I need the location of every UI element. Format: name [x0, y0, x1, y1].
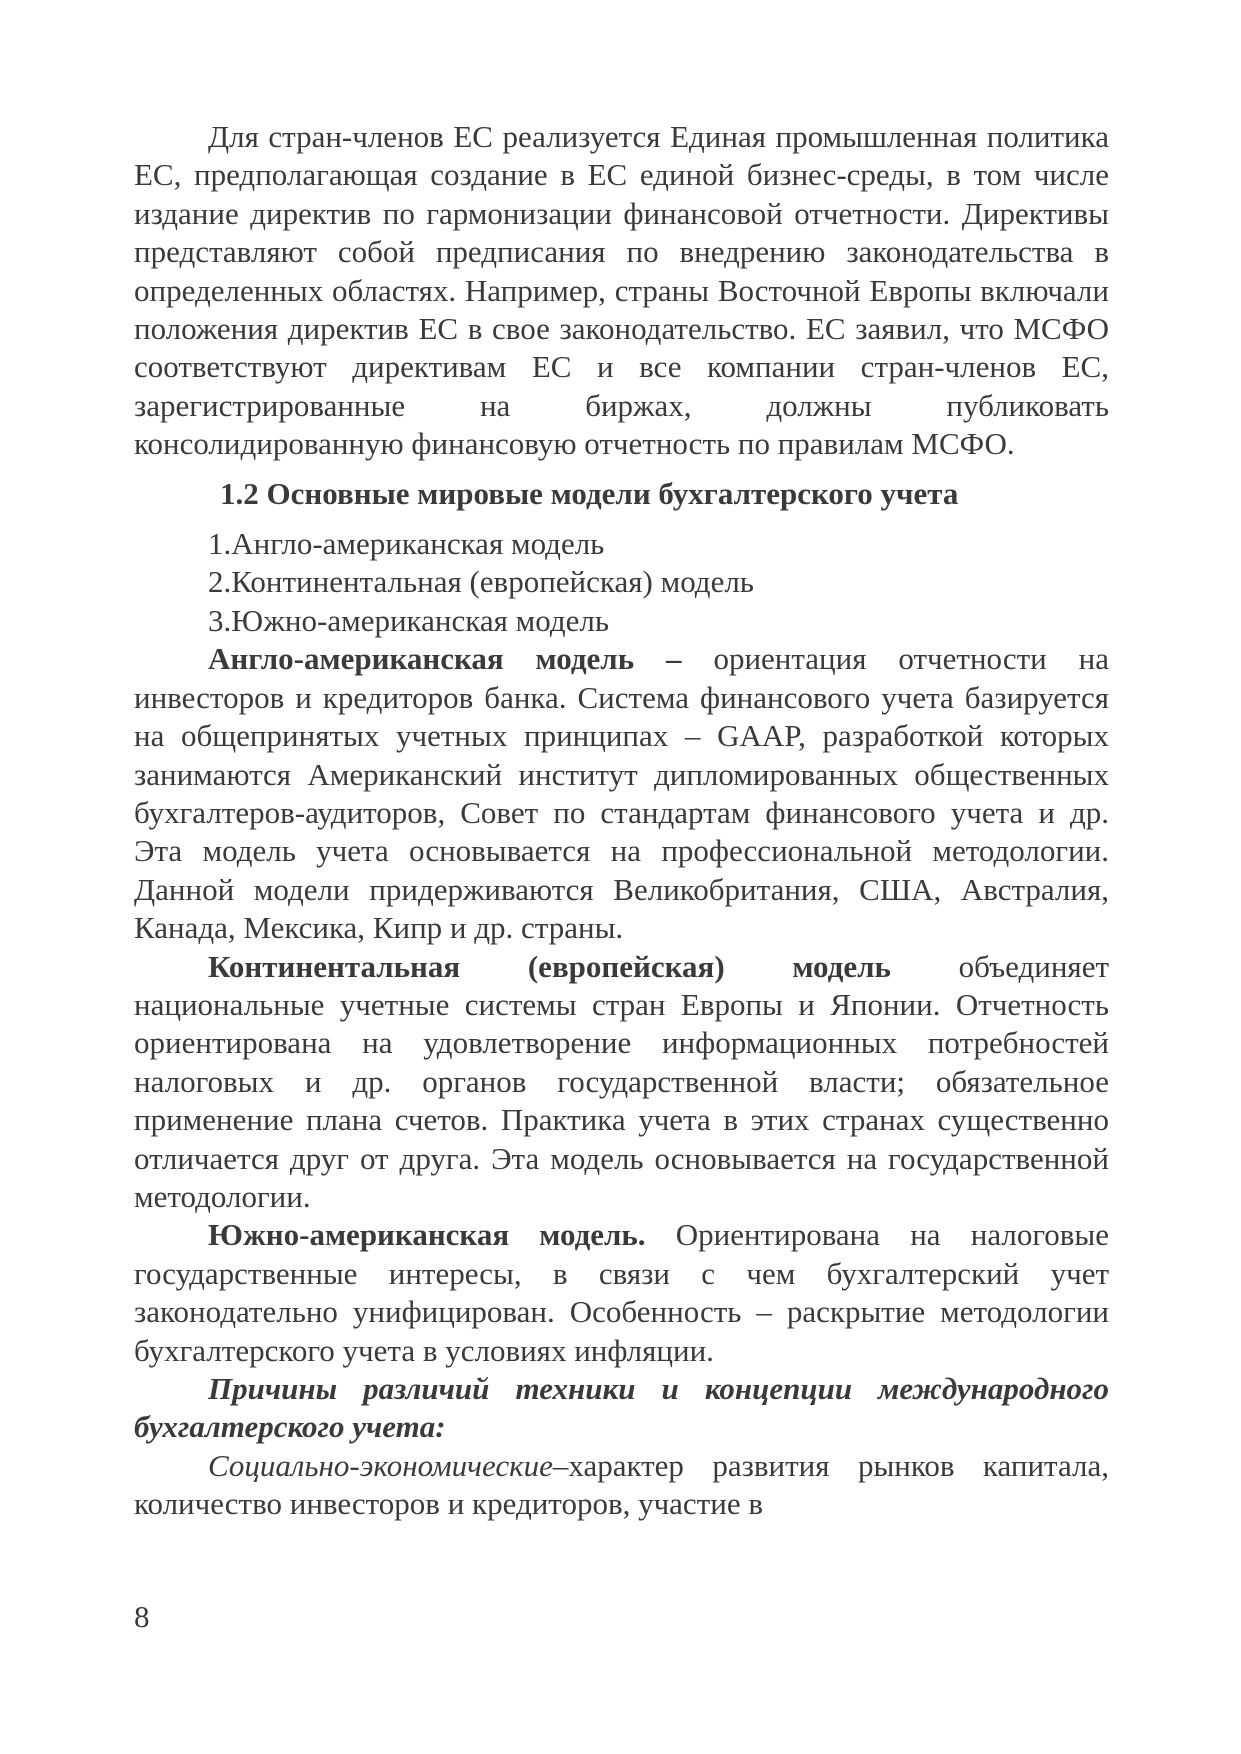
document-page [134, 118, 1109, 1524]
page-number: 8 [134, 1599, 150, 1634]
list-item: 1.Англо-американская модель [208, 526, 605, 562]
continental-term: Континентальная (европейская) модель [208, 948, 891, 984]
intro-paragraph: Для стран-членов ЕС реализуется Единая промышленная политика ЕС, предполагающая создание в ЕС единой бизнес-среды, в том числе издание директив по гармонизации финансовой отчетности. Директивы представляют собой предписания по внедрению законодательства в определенных областях. Например, страны Восточной Европы включали положения директив ЕС в свое законодательство. ЕС заявил, что МСФО соответствуют директивам ЕС и все компании стран-членов ЕС, зарегистрированные на биржах, должны публиковать консолидированную финансовую отчетность по правилам МСФО. [134, 119, 1109, 462]
socioeconomic-text: –характер развития рынков капитала, количество инвесторов и кредиторов, участие в [134, 1447, 1109, 1522]
list-item: 2.Континентальная (европейская) модель [208, 564, 754, 600]
section-heading: 1.2 Основные мировые модели бухгалтерского учета [220, 475, 959, 511]
socioeconomic-paragraph [134, 1447, 1109, 1524]
anglo-american-text: ориентация отчетности на инвесторов и кредиторов банка. Система финансового учета базируется на общепринятых учетных принципах – GAAP, разработкой которых занимаются Американский институт дипломированных общественных бухгалтеров-аудиторов, Совет по стандартам финансового учета и др. Эта модель учета основывается на профессиональной методологии. Данной модели придерживаются Великобритания, США, Австралия, Канада, Мексика, Кипр и др. страны. [134, 641, 1109, 946]
reasons-heading: Причины различий техники и концепции международного бухгалтерского учета: [134, 1371, 1109, 1445]
list-item: 3.Южно-американская модель [208, 602, 609, 638]
continental-text: объединяет национальные учетные системы стран Европы и Японии. Отчетность ориентирована на удовлетворение информационных потребностей налоговых и др. органов государственной власти; обязательное применение плана счетов. Практика учета в этих странах существенно отличается друг от друга. Эта модель основывается на государственной методологии. [134, 948, 1110, 1214]
south-american-paragraph [134, 1216, 1109, 1370]
continental-paragraph [134, 948, 1109, 1217]
south-american-text: Ориентирована на налоговые государственные интересы, в связи с чем бухгалтерский учет законодательно унифицирован. Особенность – раскрытие методологии бухгалтерского учета в условиях инфляции. [134, 1217, 1109, 1368]
anglo-american-paragraph [134, 640, 1109, 947]
socioeconomic-term: Социально-экономические [208, 1447, 553, 1483]
anglo-american-term: Англо-американская модель – [208, 641, 682, 677]
south-american-term: Южно-американская модель. [208, 1217, 646, 1253]
models-list [134, 525, 1109, 640]
